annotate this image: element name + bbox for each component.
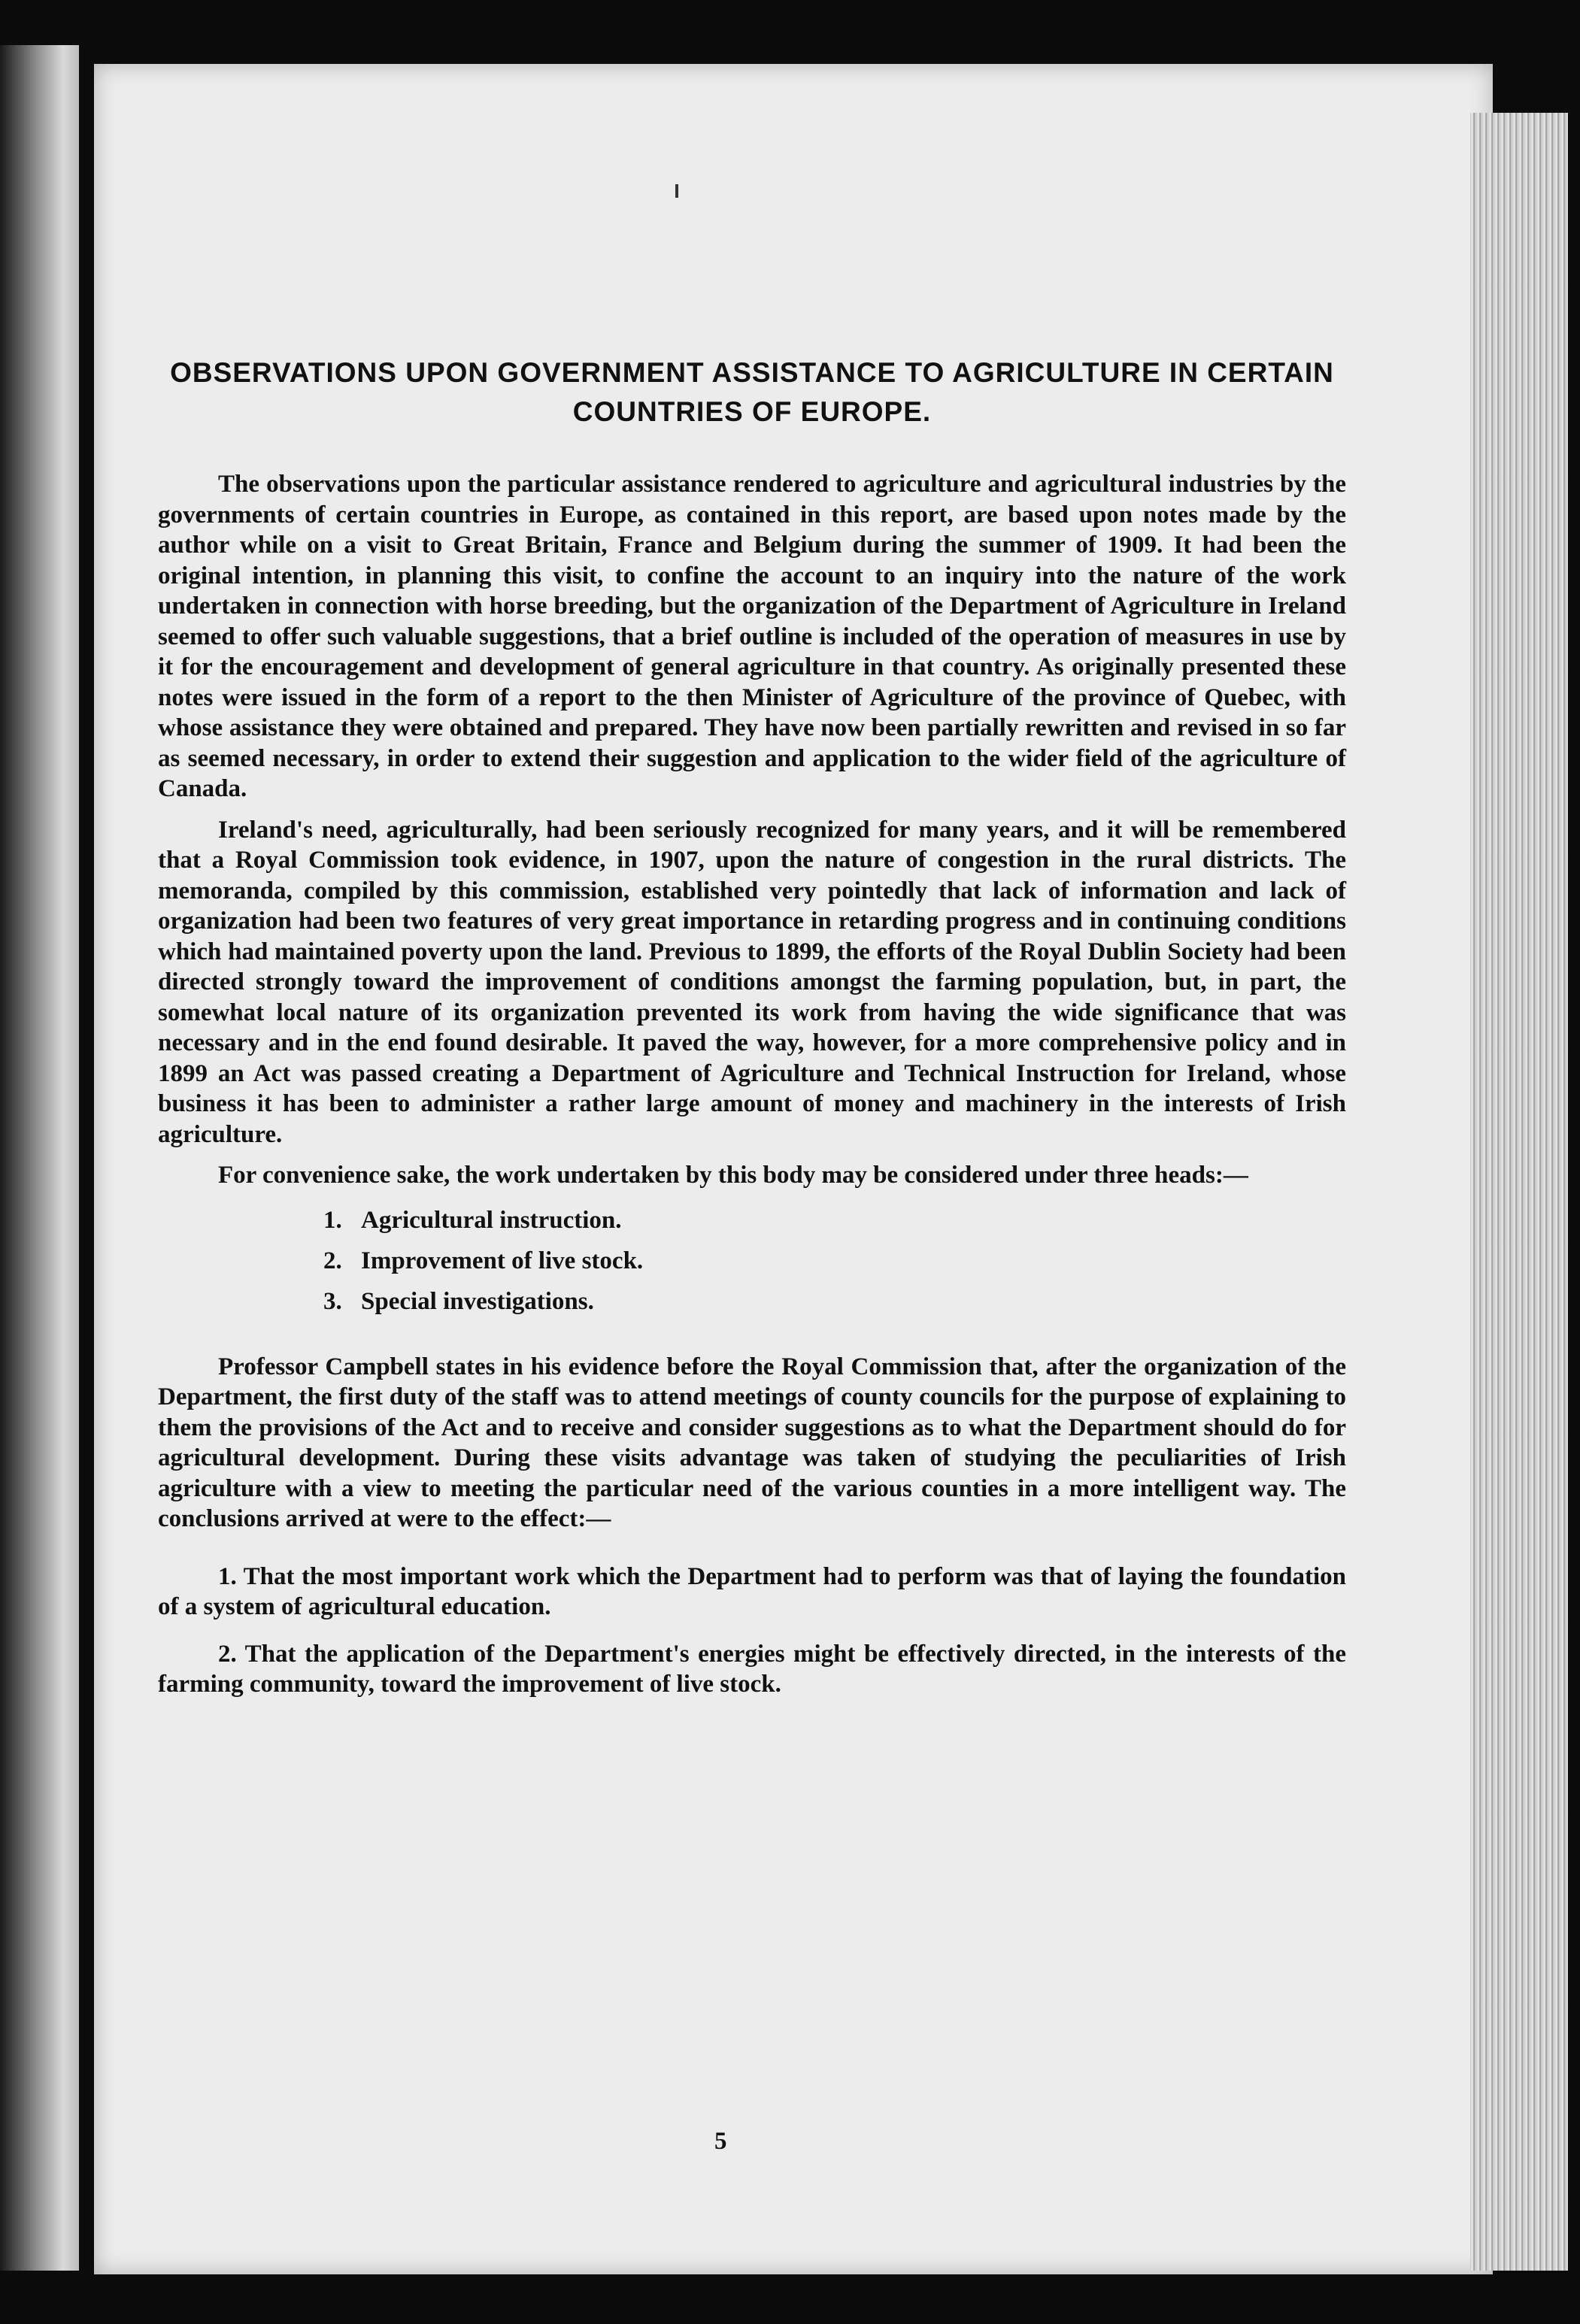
paragraph-campbell: Professor Campbell states in his evidence before the Royal Commission that, after the organization of the Department, the first duty of the staff was to attend meetings of county councils for the purpose of explaining to them the provisions of the Act and to receive and consider suggestions as to what the Department should do for agricultural development. During these visits advantage was taken of studying the peculiarities of Irish agriculture with a view to meeting the particular need of the various counties in a more intelligent way. The conclusions arrived at were to the effect:— xyxy=(158,1353,1346,1532)
document-body xyxy=(158,353,1346,1700)
conclusion-item: 2. That the application of the Department's energies might be effectively directed, in the interests of the farming community, toward the improvement of live stock. xyxy=(158,1640,1346,1698)
list-item: 1. Agricultural instruction. xyxy=(323,1206,622,1234)
conclusions xyxy=(158,1562,1346,1700)
page-stack-edges xyxy=(1470,113,1568,2271)
list-item: 2. Improvement of live stock. xyxy=(323,1247,644,1274)
left-page-edge xyxy=(0,45,79,2271)
paragraph-intro: The observations upon the particular assistance rendered to agriculture and agricultural industries by the governments of certain countries in Europe, as contained in this report, are based upon notes made by the author while on a visit to Great Britain, France and Belgium during the summer of 1909. It had been the original intention, in planning this visit, to confine the account to an inquiry into the nature of the work undertaken in connection with horse breeding, but the organization of the Department of Agriculture in Ireland seemed to offer such valuable suggestions, that a brief outline is included of the operation of measures in use by it for the encouragement and development of general agriculture in that country. As originally presented these notes were issued in the form of a report to the then Minister of Agriculture of the province of Quebec, with whose assistance they were obtained and prepared. They have now been partially rewritten and revised in so far as seemed necessary, in order to extend their suggestion and application to the wider field of the agriculture of Canada. xyxy=(158,471,1346,802)
conclusion-item: 1. That the most important work which the Department had to perform was that of laying the foundation of a system of agricultural education. xyxy=(158,1562,1346,1620)
paragraph-ireland: Ireland's need, agriculturally, had been seriously recognized for many years, and it will be remembered that a Royal Commission took evidence, in 1907, upon the nature of congestion in the rural districts. The memoranda, compiled by this commission, established very pointedly that lack of information and lack of organization had been two features of very great importance in retarding progress and in continuing conditions which had maintained poverty upon the land. Previous to 1899, the efforts of the Royal Dublin Society had been directed strongly toward the improvement of conditions amongst the farming population, but, in part, the somewhat local nature of its organization prevented its work from having the wide significance that was necessary and in the end found desirable. It paved the way, however, for a more comprehensive policy and in 1899 an Act was passed creating a Department of Agriculture and Technical Instruction for Ireland, whose business it has been to administer a rather large amount of money and machinery in the interests of Irish agriculture. xyxy=(158,816,1346,1148)
list-item: 3. Special investigations. xyxy=(323,1287,594,1315)
page-number: 5 xyxy=(714,2128,727,2155)
document-title: OBSERVATIONS UPON GOVERNMENT ASSISTANCE TO AGRICULTURE IN CERTAIN COUNTRIES OF EUROPE. xyxy=(170,357,1334,427)
paragraph-heads-intro: For convenience sake, the work undertaken by this body may be considered under three heads:— xyxy=(218,1162,1248,1189)
stray-mark xyxy=(675,184,678,198)
heads-list xyxy=(158,1200,1346,1322)
